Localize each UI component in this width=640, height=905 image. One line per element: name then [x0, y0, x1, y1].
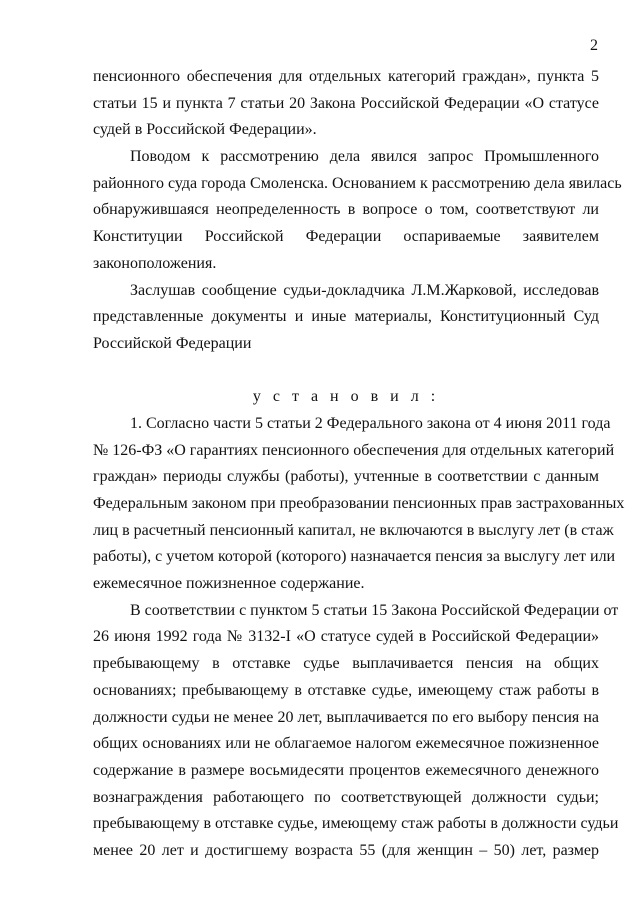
text-line: вознаграждения работающего по соответствующей должности судьи; [93, 788, 599, 806]
text-line: районного суда города Смоленска. Основанием к рассмотрению дела явилась [93, 174, 622, 192]
paragraph-grounds [93, 144, 622, 277]
text-line: В соответствии с пунктом 5 статьи 15 Закона Российской Федерации от [130, 601, 619, 619]
text-line: пребывающему в отставке судье, имеющему стаж работы в должности судьи [93, 815, 619, 833]
text-line: 1. Согласно части 5 статьи 2 Федерального закона от 4 июня 2011 года [130, 414, 611, 432]
text-line: Российской Федерации [93, 334, 252, 352]
text-line: обнаружившаяся неопределенность в вопросе о том, соответствуют ли [93, 201, 599, 219]
text-line: основаниях; пребывающему в отставке судье, имеющему стаж работы в [93, 681, 599, 699]
text-line: ежемесячное пожизненное содержание. [93, 575, 365, 593]
text-line: лиц в расчетный пенсионный капитал, не включаются в выслугу лет (в стаж [93, 521, 614, 539]
paragraph-part-1 [93, 411, 625, 598]
text-line: Поводом к рассмотрению дела явился запрос Промышленного [130, 148, 599, 166]
text-line: статьи 15 и пункта 7 статьи 20 Закона Российской Федерации «О статусе [93, 94, 599, 112]
text-line: должности судьи не менее 20 лет, выплачивается по его выбору пенсия на [93, 708, 599, 726]
text-line: 26 июня 1992 года № 3132-I «О статусе судей в Российской Федерации» [93, 628, 599, 646]
text-line: пребывающему в отставке судье выплачивается пенсия на общих [93, 655, 599, 673]
text-line: работы), с учетом которой (которого) назначается пенсия за выслугу лет или [93, 548, 616, 566]
text-line: № 126-ФЗ «О гарантиях пенсионного обеспечения для отдельных категорий [93, 441, 615, 459]
text-line: Федеральным законом при преобразовании пенсионных прав застрахованных [93, 495, 625, 512]
text-line: общих основаниях или не облагаемое налогом ежемесячное пожизненное [93, 735, 599, 753]
text-line: судей в Российской Федерации». [93, 121, 317, 139]
paragraph-hearing [93, 278, 599, 358]
paragraph-judges-pension [93, 598, 619, 865]
blank-line [93, 358, 599, 385]
text-line: граждан» периоды службы (работы), учтенные в соответствии с данным [93, 468, 599, 486]
document-body [93, 64, 625, 865]
text-line: менее 20 лет и достигшему возраста 55 (для женщин – 50) лет, размер [93, 841, 599, 859]
text-line: Конституции Российской Федерации оспариваемые заявителем [93, 228, 599, 246]
text-line: представленные документы и иные материалы, Конституционный Суд [93, 308, 599, 326]
text-line: законоположения. [93, 254, 217, 272]
section-heading: у с т а н о в и л : [252, 388, 440, 406]
text-line: пенсионного обеспечения для отдельных категорий граждан», пункта 5 [93, 68, 599, 85]
paragraph-continuation [93, 64, 599, 144]
page-number: 2 [590, 37, 598, 54]
text-line: Заслушав сообщение судьи-докладчика Л.М.Жарковой, исследовав [130, 281, 599, 299]
text-line: содержание в размере восьмидесяти процентов ежемесячного денежного [93, 761, 599, 779]
